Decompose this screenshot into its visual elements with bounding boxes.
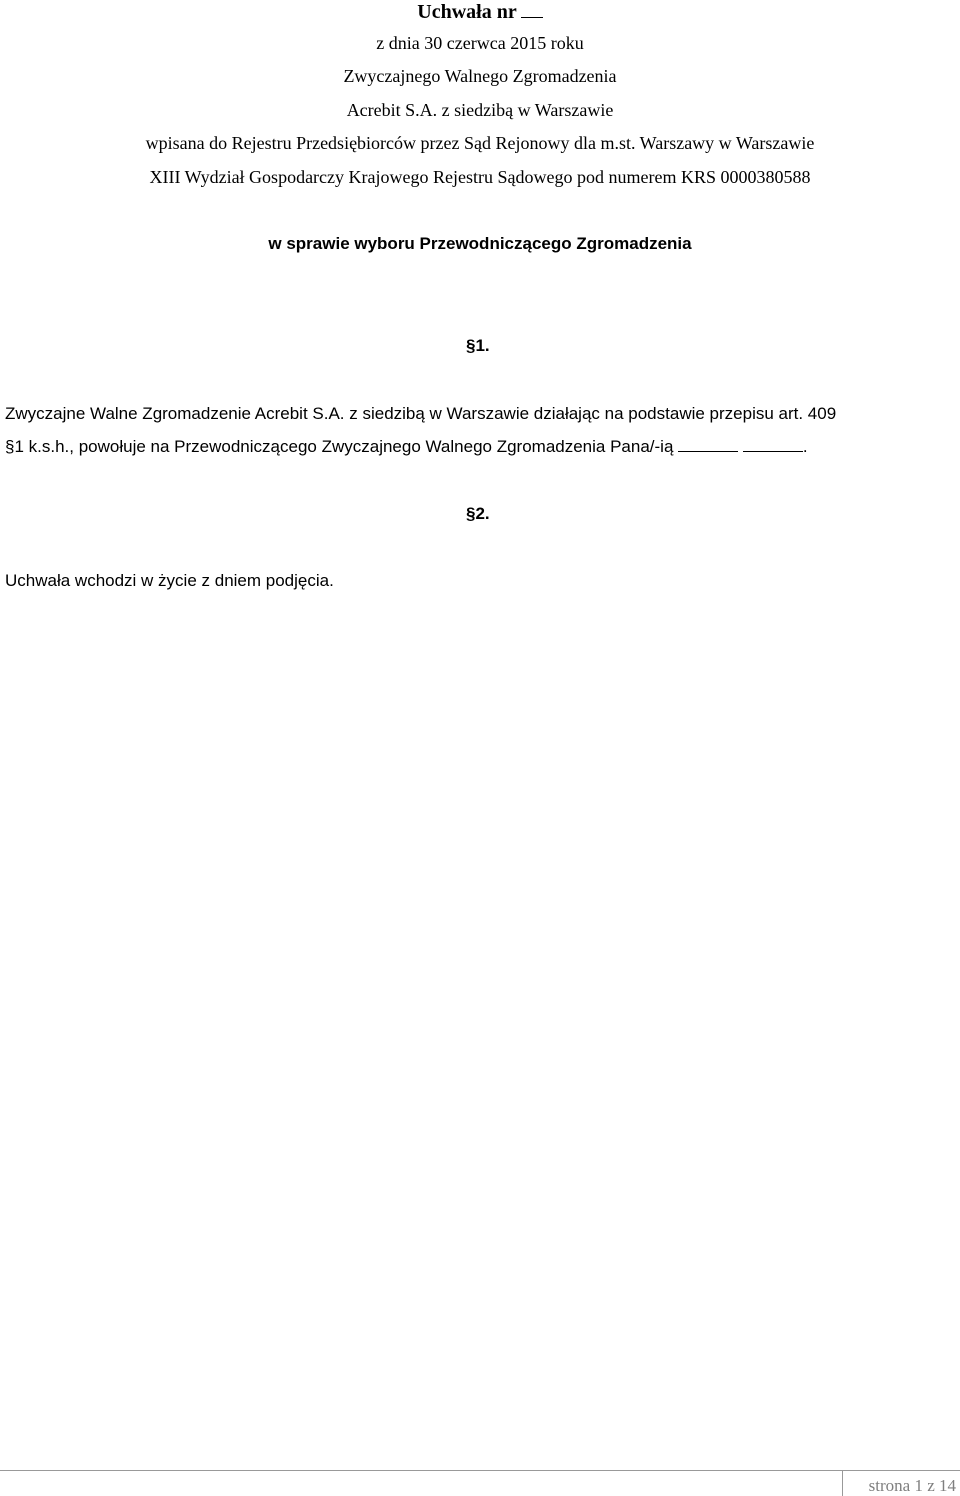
company-name: Acrebit S.A. z siedzibą w Warszawie (346, 100, 614, 120)
chairman-name-blank-1 (678, 437, 738, 452)
resolution-date: z dnia 30 czerwca 2015 roku (376, 33, 584, 53)
assembly-name: Zwyczajnego Walnego Zgromadzenia (343, 66, 617, 86)
section-2-heading: §2. (466, 504, 490, 523)
resolution-number-blank (521, 1, 543, 18)
section-1-heading: §1. (466, 336, 490, 355)
page-number: strona 1 z 14 (868, 1476, 956, 1495)
chairman-name-blank-2 (743, 437, 803, 452)
resolution-title (0, 0, 960, 24)
section-1-text-line-2 (5, 430, 955, 463)
section-1-text (5, 397, 955, 463)
section-1-text-line-1: Zwyczajne Walne Zgromadzenie Acrebit S.A. z siedzibą w Warszawie działając na podstawie przepisu art. 409 (5, 404, 837, 423)
registry-info: wpisana do Rejestru Przedsiębiorców przez Sąd Rejonowy dla m.st. Warszawy w Warszawie (145, 133, 815, 153)
resolution-title-text: Uchwała nr (417, 1, 517, 23)
court-info: XIII Wydział Gospodarczy Krajowego Rejestru Sądowego pod numerem KRS 0000380588 (149, 167, 811, 187)
resolution-subject: w sprawie wyboru Przewodniczącego Zgromadzenia (268, 234, 692, 253)
section-1-text-line-2-start: §1 k.s.h., powołuje na Przewodniczącego Zwyczajnego Walnego Zgromadzenia Pana/-ią (5, 437, 674, 456)
footer-divider (0, 1470, 960, 1471)
section-1-text-line-2-end: . (802, 437, 808, 456)
section-2-text: Uchwała wchodzi w życie z dniem podjęcia. (5, 571, 334, 590)
footer-page-box-border (842, 1470, 843, 1496)
